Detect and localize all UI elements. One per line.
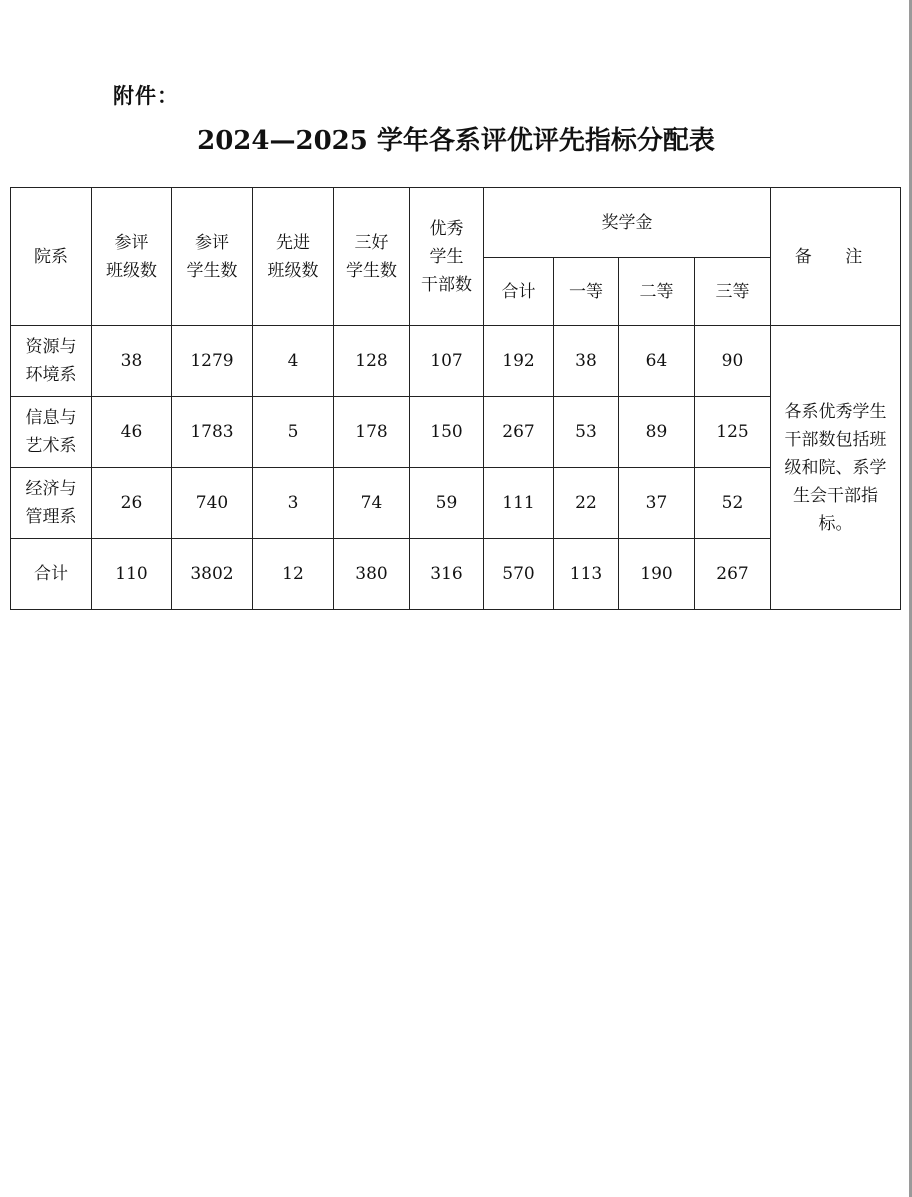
sch-third-cell: 52 (695, 468, 771, 539)
note-line: 标。 (818, 513, 853, 534)
sch-first-cell: 38 (554, 326, 619, 397)
sch-second-cell: 64 (619, 326, 695, 397)
header-sanhao (334, 188, 410, 326)
sch-second-cell: 37 (619, 468, 695, 539)
dept-line2: 管理系 (25, 507, 77, 527)
sanhao-cell: 128 (334, 326, 410, 397)
dept-line2: 环境系 (25, 365, 77, 385)
header-sanhao-line1: 三好 (354, 232, 389, 253)
sanhao-cell: 178 (334, 397, 410, 468)
sch-first-cell: 22 (554, 468, 619, 539)
note-line: 干部数包括班 (784, 429, 887, 450)
total-adv: 12 (253, 539, 334, 610)
table-row (11, 468, 901, 539)
attachment-label: 附件： (113, 84, 179, 108)
note-line: 生会干部指 (793, 485, 878, 506)
sch-second-cell: 89 (619, 397, 695, 468)
adv-cell: 4 (253, 326, 334, 397)
page-title: 2024—2025 学年各系评优评先指标分配表 (197, 126, 715, 156)
dept-cell (11, 468, 92, 539)
header-sanhao-line2: 学生数 (346, 260, 397, 281)
students-cell: 1783 (172, 397, 253, 468)
total-students: 3802 (172, 539, 253, 610)
table-row (11, 397, 901, 468)
cadre-cell: 59 (410, 468, 484, 539)
total-sch-third: 267 (695, 539, 771, 610)
dept-line1: 经济与 (25, 479, 77, 499)
sch-total-cell: 192 (484, 326, 554, 397)
header-classes-line2: 班级数 (106, 260, 157, 281)
note-line: 级和院、系学 (784, 457, 887, 478)
classes-cell: 26 (92, 468, 172, 539)
sch-first-cell: 53 (554, 397, 619, 468)
classes-cell: 46 (92, 397, 172, 468)
header-cadre-line2: 学生 (429, 246, 464, 267)
header-sch-third: 三等 (695, 258, 771, 326)
header-classes-line1: 参评 (114, 232, 149, 253)
allocation-table (10, 187, 901, 610)
total-cadre: 316 (410, 539, 484, 610)
total-sanhao: 380 (334, 539, 410, 610)
students-cell: 740 (172, 468, 253, 539)
total-row (11, 539, 901, 610)
header-students-line1: 参评 (195, 232, 229, 253)
table-row (11, 326, 901, 397)
note-line: 各系优秀学生 (784, 401, 887, 422)
total-sch-second: 190 (619, 539, 695, 610)
header-sch-first: 一等 (554, 258, 619, 326)
header-scholarship: 奖学金 (484, 188, 771, 258)
adv-cell: 5 (253, 397, 334, 468)
dept-line2: 艺术系 (25, 436, 77, 456)
header-note: 备 注 (771, 188, 901, 326)
header-cadre-line1: 优秀 (429, 218, 464, 239)
note-cell (771, 326, 901, 610)
header-classes (92, 188, 172, 326)
header-advanced-classes (253, 188, 334, 326)
total-classes: 110 (92, 539, 172, 610)
header-dept: 院系 (11, 188, 92, 326)
total-sch-total: 570 (484, 539, 554, 610)
sch-total-cell: 267 (484, 397, 554, 468)
header-sch-second: 二等 (619, 258, 695, 326)
adv-cell: 3 (253, 468, 334, 539)
header-cadre-line3: 干部数 (421, 274, 472, 295)
header-students-line2: 学生数 (186, 260, 238, 281)
cadre-cell: 150 (410, 397, 484, 468)
dept-cell (11, 397, 92, 468)
classes-cell: 38 (92, 326, 172, 397)
students-cell: 1279 (172, 326, 253, 397)
total-sch-first: 113 (554, 539, 619, 610)
header-adv-line1: 先进 (276, 232, 310, 253)
sch-third-cell: 90 (695, 326, 771, 397)
dept-line1: 资源与 (25, 337, 77, 357)
total-label: 合计 (11, 539, 92, 610)
header-row (11, 188, 901, 258)
header-adv-line2: 班级数 (267, 260, 319, 281)
header-cadre (410, 188, 484, 326)
dept-line1: 信息与 (25, 408, 77, 428)
sanhao-cell: 74 (334, 468, 410, 539)
cadre-cell: 107 (410, 326, 484, 397)
sch-total-cell: 111 (484, 468, 554, 539)
header-sch-total: 合计 (484, 258, 554, 326)
sch-third-cell: 125 (695, 397, 771, 468)
header-students (172, 188, 253, 326)
dept-cell (11, 326, 92, 397)
